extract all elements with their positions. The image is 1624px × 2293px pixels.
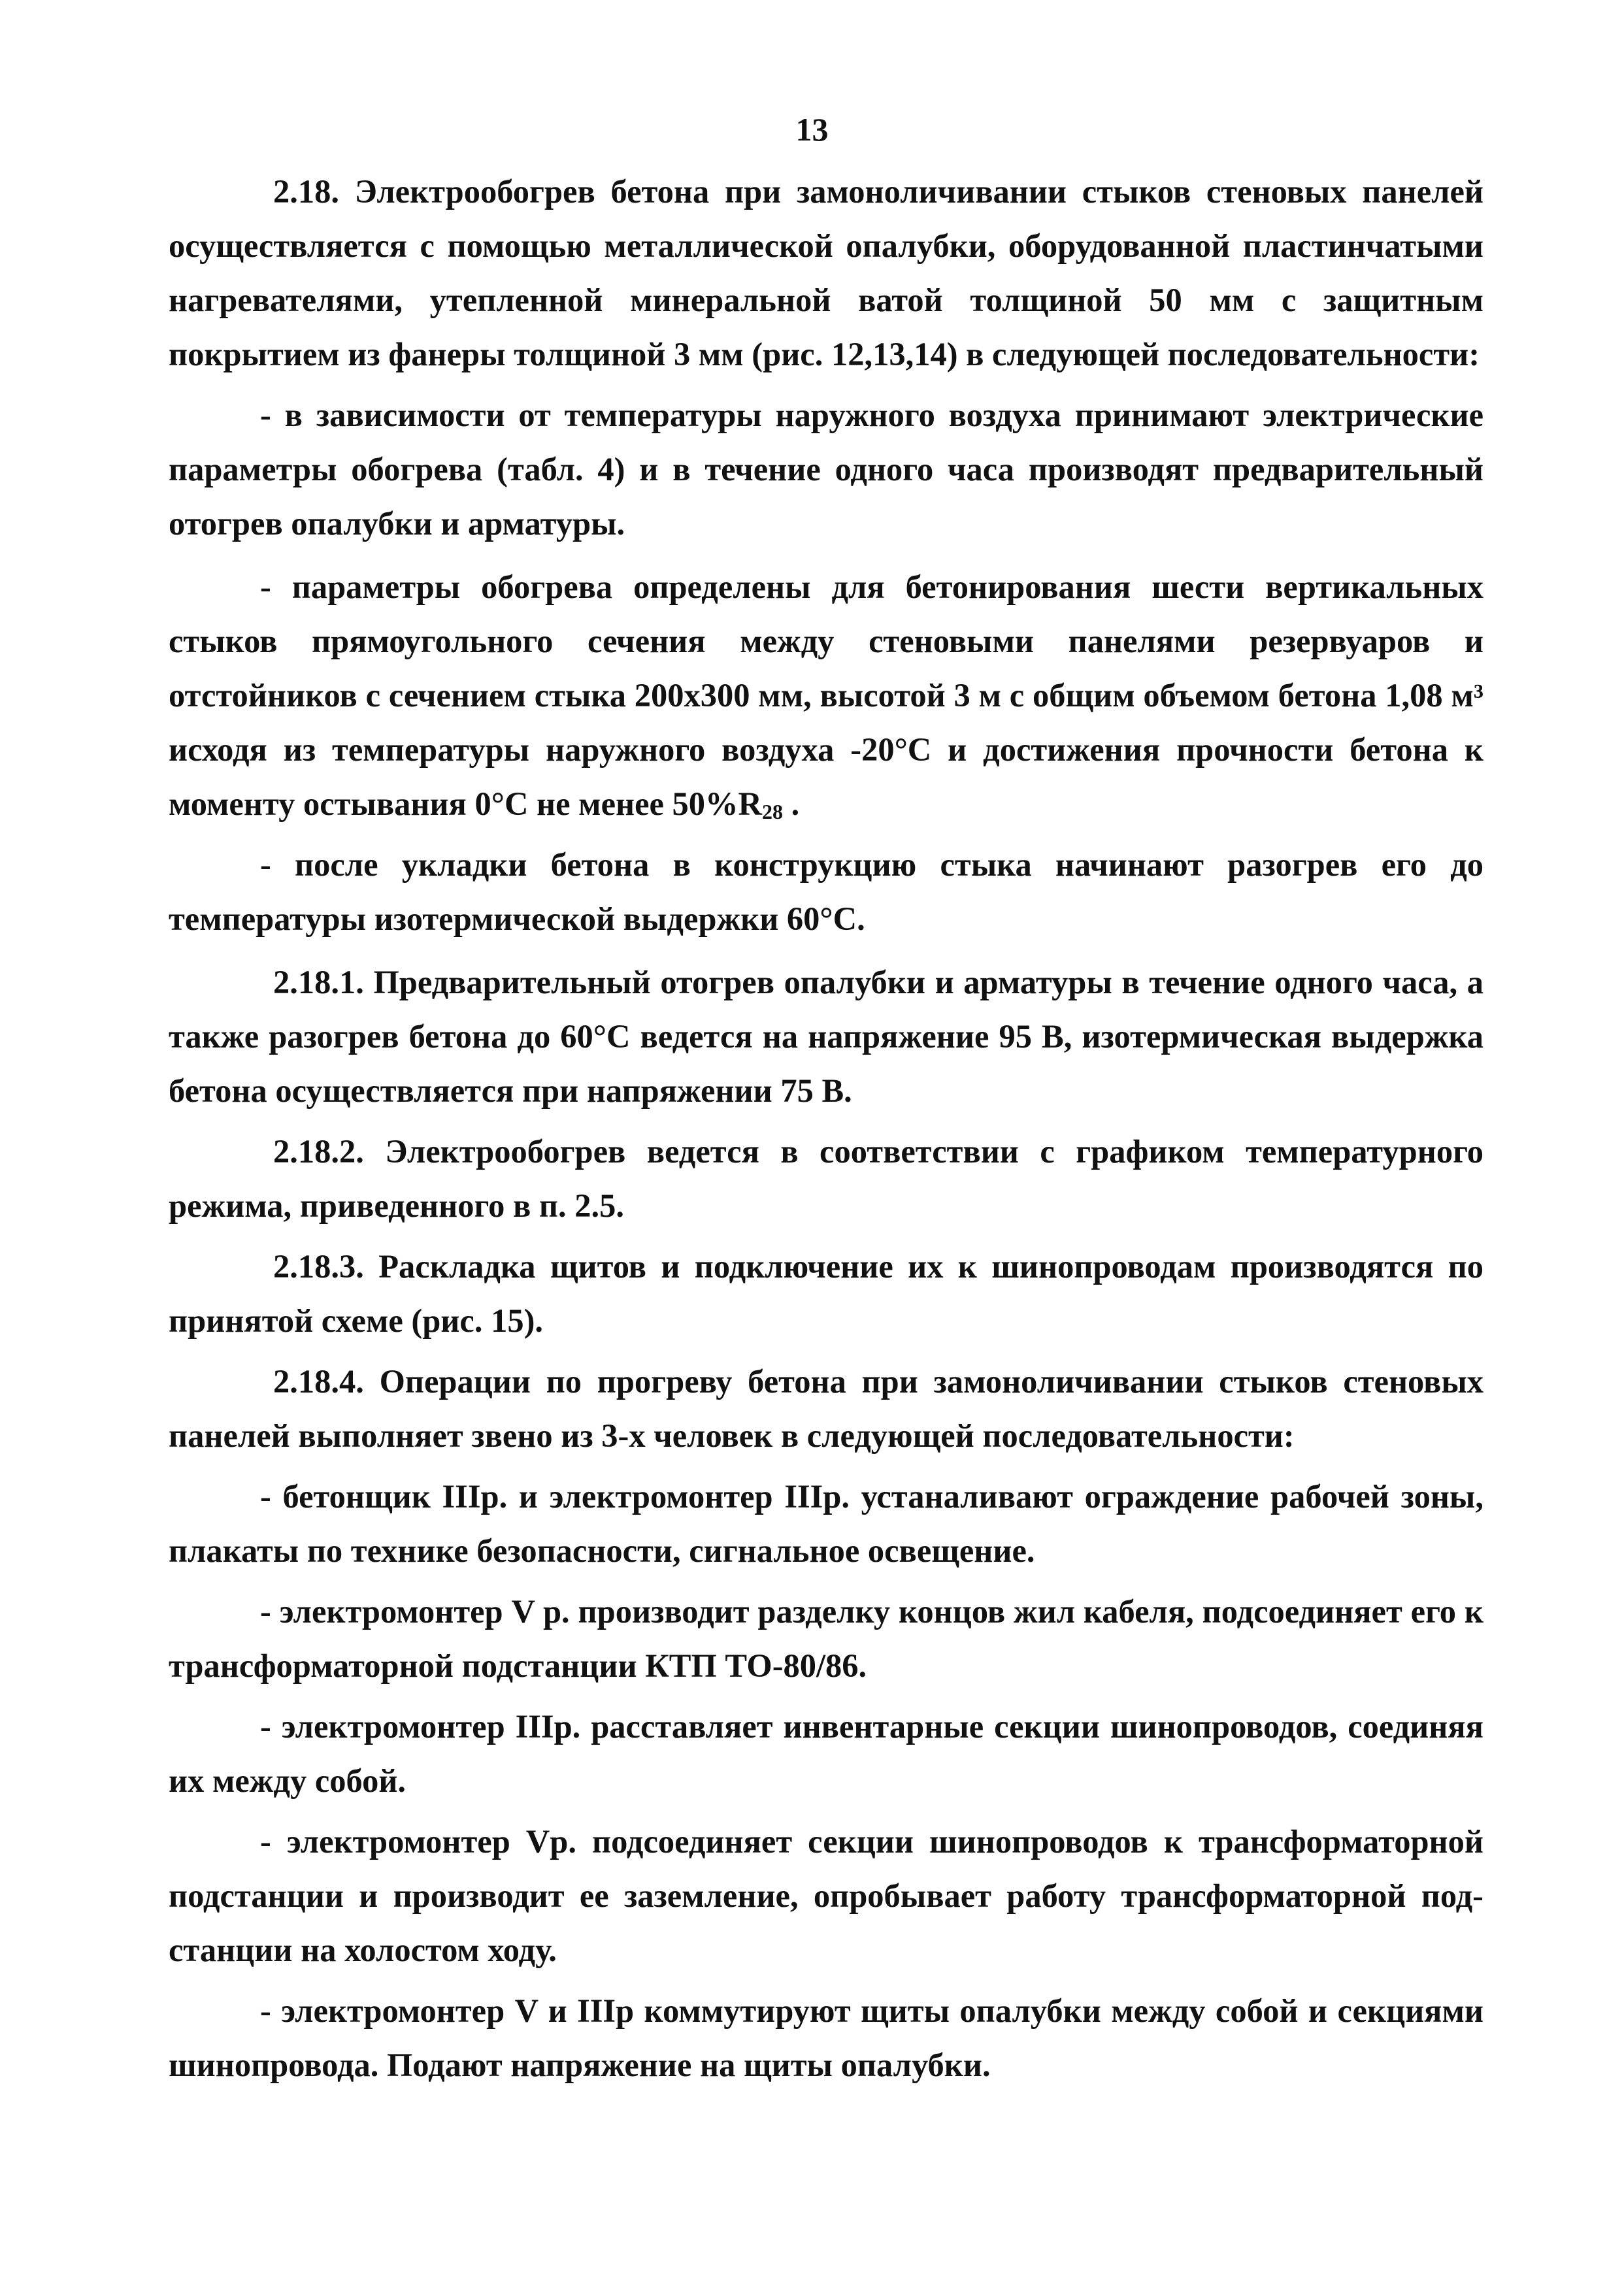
paragraph-2-18-3: 2.18.3. Раскладка щитов и подключение их к шинопроводам производятся по принятой схеме (рис. 15). <box>169 1248 1483 1339</box>
paragraph-2-18-4: 2.18.4. Операции по прогреву бетона при замоноличивании стыков стеновых панелей выполняет звено из 3-х человек в следующей последовательности: <box>169 1363 1483 1454</box>
subscript-28: 28 <box>762 800 784 823</box>
paragraph-dash-electricians-commute: - электромонтер V и IIIр коммутируют щиты опалубки между собой и секциями шинопровода. Подают напряжение на щиты опалубки. <box>169 1992 1483 2083</box>
document-body <box>169 165 1483 2092</box>
paragraph-2-18: 2.18. Электрообогрев бетона при замоноличивании стыков стеновых панелей осуществляется с помощью металлической опалубки, оборудованной пластинчатыми нагревателями, утепленной минеральной ватой толщиной 50 мм с защитным покрытием из фанеры толщиной 3 мм (рис. 12,13,14) в следующей последовательности: <box>169 173 1483 372</box>
paragraph-dash-heating-parameters <box>169 560 1483 831</box>
paragraph-dash-after-placing: - после укладки бетона в конструкцию стыка начинают разогрев его до температуры изотермической выдержки 60°С. <box>169 846 1483 937</box>
paragraph-dash-parameters-table: - в зависимости от температуры наружного воздуха принимают электрические параметры обогрева (табл. 4) и в течение одного часа производят предварительный отогрев опалубки и арматуры. <box>169 397 1483 542</box>
page-number: 13 <box>795 111 829 148</box>
paragraph-2-18-2: 2.18.2. Электрообогрев ведется в соответствии с графиком температурного режима, приведенного в п. 2.5. <box>169 1133 1483 1224</box>
paragraph-dash-electrician-iii-sections: - электромонтер IIIр. расставляет инвентарные секции шинопроводов, соединяя их между собой. <box>169 1708 1483 1799</box>
paragraph-2-18-1: 2.18.1. Предварительный отогрев опалубки и арматуры в течение одного часа, а также разогрев бетона до 60°С ведется на напряжение 95 В, изотермическая выдержка бетона осуществляется при напряжении 75 В. <box>169 964 1483 1109</box>
paragraph-dash-electrician-v-cable: - электромонтер V р. производит разделку концов жил кабеля, подсоединяет его к трансформаторной подстанции КТП ТО-80/86. <box>169 1593 1483 1684</box>
paragraph-dash-concrete-worker: - бетонщик IIIр. и электромонтер IIIр. устаналивают ограждение рабочей зоны, плакаты по технике безопасности, сигнальное освещение. <box>169 1478 1483 1569</box>
paragraph-dash-electrician-v-grounding: - электромонтер Vр. подсоединяет секции шинопроводов к трансформаторной подстанции и производит ее заземление, опробывает работу трансформаторной подстанции на холостом ходу. <box>169 1823 1483 1968</box>
paragraph-text: - параметры обогрева определены для бетонирования шести вертикальных стыков прямоугольного сечения между стеновыми панелями резервуаров и отстойников с сечением стыка 200х300 мм, высотой 3 м с общим объемом бетона 1,08 м³ исходя из температуры наружного воздуха -20°С и достижения прочности бетона к моменту остывания 0°С не менее 50%R <box>169 569 1483 822</box>
paragraph-text-end: . <box>783 785 800 822</box>
